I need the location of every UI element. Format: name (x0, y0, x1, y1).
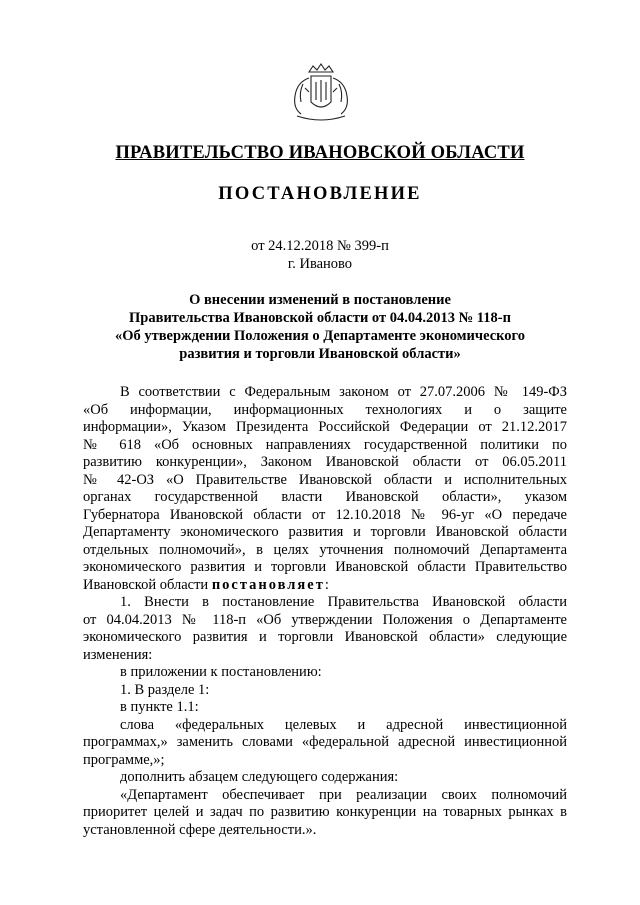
text-line: экономического развития и торговли Ивановской области Правительство (83, 559, 567, 575)
text-line: развитию конкуренции», Законом Ивановской области от 06.05.2011 (83, 454, 567, 470)
text-line: информации», Указом Президента Российской Федерации от 21.12.2017 (83, 419, 567, 435)
date-number: от 24.12.2018 № 399-п (251, 238, 389, 254)
text-line: отдельных полномочий», в целях уточнения полномочий Департамента (83, 541, 567, 558)
coat-of-arms-icon (289, 62, 353, 126)
text-line: слова «федеральных целевых и адресной инвестиционной (120, 716, 567, 733)
text-line: № 618 «Об основных направлениях государственной политики по (83, 436, 567, 453)
text-line: от 04.04.2013 № 118-п «Об утверждении Положения о Департаменте (83, 611, 567, 628)
document-title (60, 291, 580, 363)
text-line: 1. Внести в постановление Правительства Ивановской области (120, 594, 567, 610)
text-line (83, 577, 567, 595)
text-line: «Об информации, информационных технологиях и о защите (83, 401, 567, 418)
text-line: в приложении к постановлению: (120, 664, 322, 680)
organization-name: ПРАВИТЕЛЬСТВО ИВАНОВСКОЙ ОБЛАСТИ (115, 143, 525, 163)
text-fragment: Ивановской области (83, 576, 212, 593)
resolution-keyword: постановляет (211, 576, 325, 593)
title-line: развития и торговли Ивановской области» (179, 346, 461, 362)
title-line: Правительства Ивановской области от 04.04.2013 № 118-п (129, 310, 511, 326)
city: г. Иваново (287, 256, 353, 272)
text-line: дополнить абзацем следующего содержания: (120, 769, 399, 785)
text-line: установленной сфере деятельности.». (83, 821, 317, 838)
document-type: ПОСТАНОВЛЕНИЕ (218, 184, 422, 204)
preamble-paragraph (83, 384, 567, 839)
text-line: органах государственной власти Ивановской области», указом (83, 489, 567, 505)
text-line: Департаменту экономического развития и торговли Ивановской области (83, 524, 567, 540)
text-line: «Департамент обеспечивает при реализации своих полномочий (120, 786, 567, 803)
text-line: В соответствии с Федеральным законом от 27.07.2006 № 149-ФЗ (120, 384, 567, 400)
text-line: в пункте 1.1: (120, 699, 199, 715)
text-line: Губернатора Ивановской области от 12.10.2018 № 96-уг «О передаче (83, 506, 567, 523)
text-line: программе,»; (83, 751, 165, 768)
text-line: изменения: (83, 646, 153, 663)
title-line: «Об утверждении Положения о Департаменте экономического (114, 328, 526, 344)
title-line: О внесении изменений в постановление (189, 292, 451, 308)
text-line: экономического развития и торговли Ивановской области» следующие (83, 629, 567, 645)
text-line: № 42-ОЗ «О Правительстве Ивановской области и исполнительных (83, 471, 567, 488)
text-line: 1. В разделе 1: (120, 681, 210, 698)
text-fragment: : (324, 576, 329, 593)
text-line: приоритет целей и задач по развитию конкуренции на товарных рынках в (83, 804, 567, 820)
text-line: программах,» заменить словами «федеральной адресной инвестиционной (83, 734, 567, 750)
